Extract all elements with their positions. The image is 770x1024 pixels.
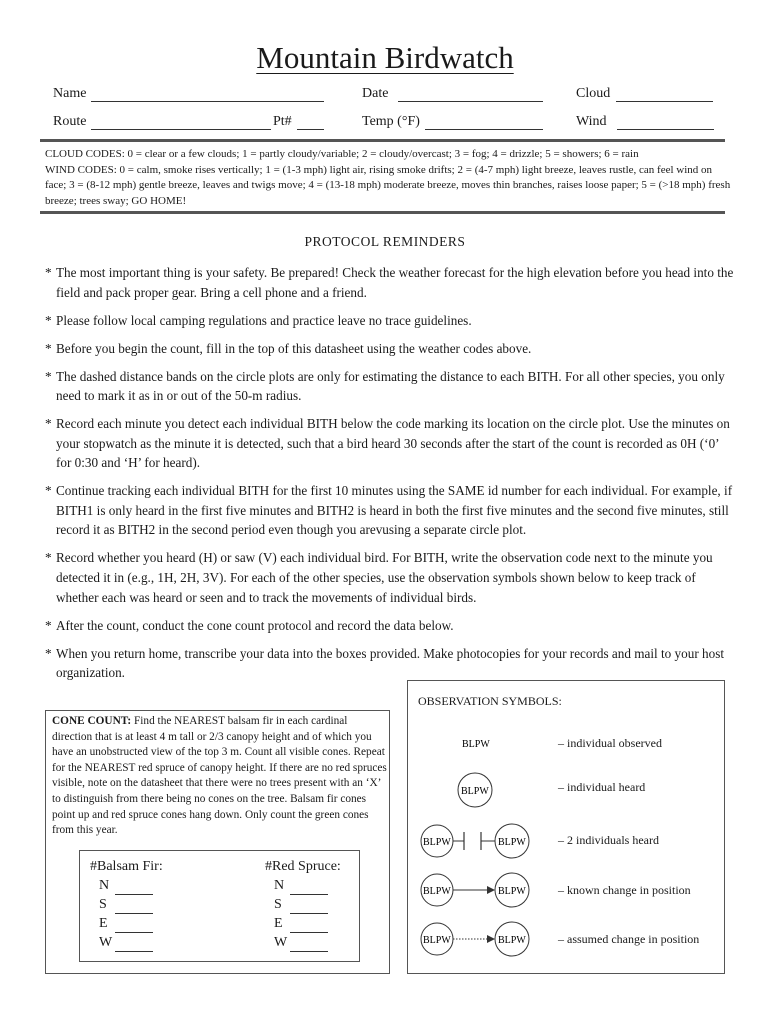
heard-description: – individual heard bbox=[558, 780, 646, 794]
balsam-fir-heading: #Balsam Fir: bbox=[90, 859, 163, 874]
two-heard-left-label: BLPW bbox=[423, 837, 451, 848]
two-heard-symbol bbox=[421, 824, 529, 858]
codes-divider bbox=[40, 211, 725, 214]
balsam-fir-column bbox=[90, 857, 163, 952]
protocol-item bbox=[45, 311, 735, 331]
cone-count-text: Find the NEAREST balsam fir in each cardinal direction that is at least 4 m tall or 2/3 canopy height and of which you have an unobstructed view of the top 3 m. Count all visible cones. Repeat for the NEAREST red spruce of canopy height. If there are no red spruces visible, note on the datasheet that there were no trees present with an ‘X’ to distinguish from there being no cones on the tree. Balsam fir cones point up and red spruce cones hang down. Only count the green cones from this year. bbox=[52, 715, 387, 837]
bullet-star-icon: * bbox=[45, 550, 52, 566]
heard-symbol bbox=[458, 773, 492, 807]
bullet-star-icon: * bbox=[45, 340, 52, 356]
bullet-star-icon: * bbox=[45, 483, 52, 499]
bullet-star-icon: * bbox=[45, 368, 52, 384]
heard-symbol-label: BLPW bbox=[461, 786, 489, 797]
assumed-change-description: – assumed change in position bbox=[558, 932, 700, 946]
temp-label: Temp (°F) bbox=[362, 114, 420, 129]
wind-field[interactable] bbox=[576, 114, 714, 130]
page-title: Mountain Birdwatch bbox=[256, 40, 514, 75]
known-change-right-label: BLPW bbox=[498, 886, 526, 897]
protocol-item-text: Record whether you heard (H) or saw (V) each individual bird. For BITH, write the observation code next to the minute you detected it in (e.g., 1H, 2H, 3V). For each of the other species, use the observation symbols shown below to keep track of whether each was heard or seen and to track the movements of individual birds. bbox=[56, 550, 713, 605]
protocol-item-text: The most important thing is your safety. Be prepared! Check the weather forecast for the high elevation before you head into the field and pack proper gear. Bring a cell phone and a friend. bbox=[56, 265, 734, 300]
cone-count-label: CONE COUNT: bbox=[52, 715, 132, 727]
protocol-reminders bbox=[45, 263, 735, 691]
point-label: Pt# bbox=[273, 114, 292, 129]
bullet-star-icon: * bbox=[45, 617, 52, 633]
protocol-item bbox=[45, 548, 735, 607]
spruce-s-row[interactable]: S bbox=[265, 895, 341, 914]
protocol-item bbox=[45, 644, 735, 683]
protocol-item bbox=[45, 339, 735, 359]
protocol-item bbox=[45, 263, 735, 302]
protocol-item-text: The dashed distance bands on the circle plots are only for estimating the distance to each BITH. For all other species, you only need to mark it as in or out of the 50-m radius. bbox=[56, 368, 725, 404]
cloud-field[interactable] bbox=[576, 86, 713, 102]
wind-label: Wind bbox=[576, 114, 607, 129]
red-spruce-column bbox=[265, 857, 341, 952]
top-divider bbox=[40, 139, 725, 142]
name-label: Name bbox=[53, 86, 87, 101]
cloud-label: Cloud bbox=[576, 86, 611, 101]
temp-field[interactable] bbox=[362, 114, 543, 130]
balsam-s-row[interactable]: S bbox=[90, 895, 163, 914]
cone-count-instructions bbox=[52, 714, 387, 839]
protocol-item bbox=[45, 616, 735, 636]
name-field[interactable] bbox=[53, 86, 324, 102]
spruce-w-row[interactable]: W bbox=[265, 933, 341, 952]
known-change-left-label: BLPW bbox=[423, 886, 451, 897]
protocol-heading: PROTOCOL REMINDERS bbox=[304, 234, 466, 249]
known-change-symbol bbox=[421, 873, 529, 907]
protocol-item bbox=[45, 367, 735, 406]
balsam-w-row[interactable]: W bbox=[90, 933, 163, 952]
protocol-item-text: Continue tracking each individual BITH for the first 10 minutes using the SAME id number for each individual. For example, if BITH1 is only heard in the first five minutes and BITH2 is heard in both the first five minutes and the second five minutes, still record it as BITH2 in the second period even though you arevusing a separate circle plot. bbox=[56, 483, 733, 538]
assumed-change-left-label: BLPW bbox=[423, 935, 451, 946]
wind-codes: WIND CODES: 0 = calm, smoke rises vertically; 1 = (1-3 mph) light air, rising smoke drifts; 2 = (4-7 mph) light breeze, leaves rustle, can feel wind on face; 3 = (8-12 mph) gentle breeze, leaves and twigs move; 4 = (13-18 mph) moderate breeze, moves thin branches, raises loose paper; 5 = (>18 mph) fresh breeze; trees sway; GO HOME! bbox=[45, 163, 731, 207]
spruce-e-row[interactable]: E bbox=[265, 914, 341, 933]
red-spruce-heading: #Red Spruce: bbox=[265, 859, 341, 874]
bullet-star-icon: * bbox=[45, 312, 52, 328]
protocol-item-text: Before you begin the count, fill in the top of this datasheet using the weather codes above. bbox=[56, 340, 532, 356]
cloud-codes: CLOUD CODES: 0 = clear or a few clouds; 1 = partly cloudy/variable; 2 = cloudy/overcast; 3 = fog; 4 = drizzle; 5 = showers; 6 = rain bbox=[45, 148, 639, 160]
protocol-item-text: When you return home, transcribe your data into the boxes provided. Make photocopies for your records and mail to your host organization. bbox=[56, 645, 724, 681]
date-field[interactable] bbox=[362, 86, 543, 102]
bullet-star-icon: * bbox=[45, 265, 52, 280]
protocol-item-text: Please follow local camping regulations and practice leave no trace guidelines. bbox=[56, 312, 472, 328]
known-change-description: – known change in position bbox=[558, 883, 691, 897]
balsam-n-row[interactable]: N bbox=[90, 876, 163, 895]
observed-description: – individual observed bbox=[558, 736, 662, 750]
observation-symbols-diagram bbox=[407, 720, 557, 970]
protocol-item bbox=[45, 481, 735, 540]
observed-symbol-label: BLPW bbox=[462, 739, 490, 750]
protocol-item-text: After the count, conduct the cone count protocol and record the data below. bbox=[56, 617, 454, 633]
bullet-star-icon: * bbox=[45, 645, 52, 661]
protocol-item-text: Record each minute you detect each individual BITH below the code marking its location on the circle plot. Use the minutes on your stopwatch as the minute it is detected, such that a bird heard 30 seconds after the start of the count is recorded as 0H (‘0’ for 0:30 and ‘H’ for heard). bbox=[56, 416, 730, 471]
observation-symbols-heading: OBSERVATION SYMBOLS: bbox=[418, 694, 562, 708]
protocol-item bbox=[45, 414, 735, 473]
date-label: Date bbox=[362, 86, 389, 101]
two-heard-description: – 2 individuals heard bbox=[558, 833, 659, 847]
route-label: Route bbox=[53, 114, 87, 129]
assumed-change-right-label: BLPW bbox=[498, 935, 526, 946]
spruce-n-row[interactable]: N bbox=[265, 876, 341, 895]
weather-codes bbox=[45, 147, 735, 209]
route-field[interactable] bbox=[53, 114, 271, 130]
point-field[interactable] bbox=[273, 114, 324, 130]
bullet-star-icon: * bbox=[45, 416, 52, 432]
balsam-e-row[interactable]: E bbox=[90, 914, 163, 933]
assumed-change-symbol bbox=[421, 922, 529, 956]
two-heard-right-label: BLPW bbox=[498, 837, 526, 848]
